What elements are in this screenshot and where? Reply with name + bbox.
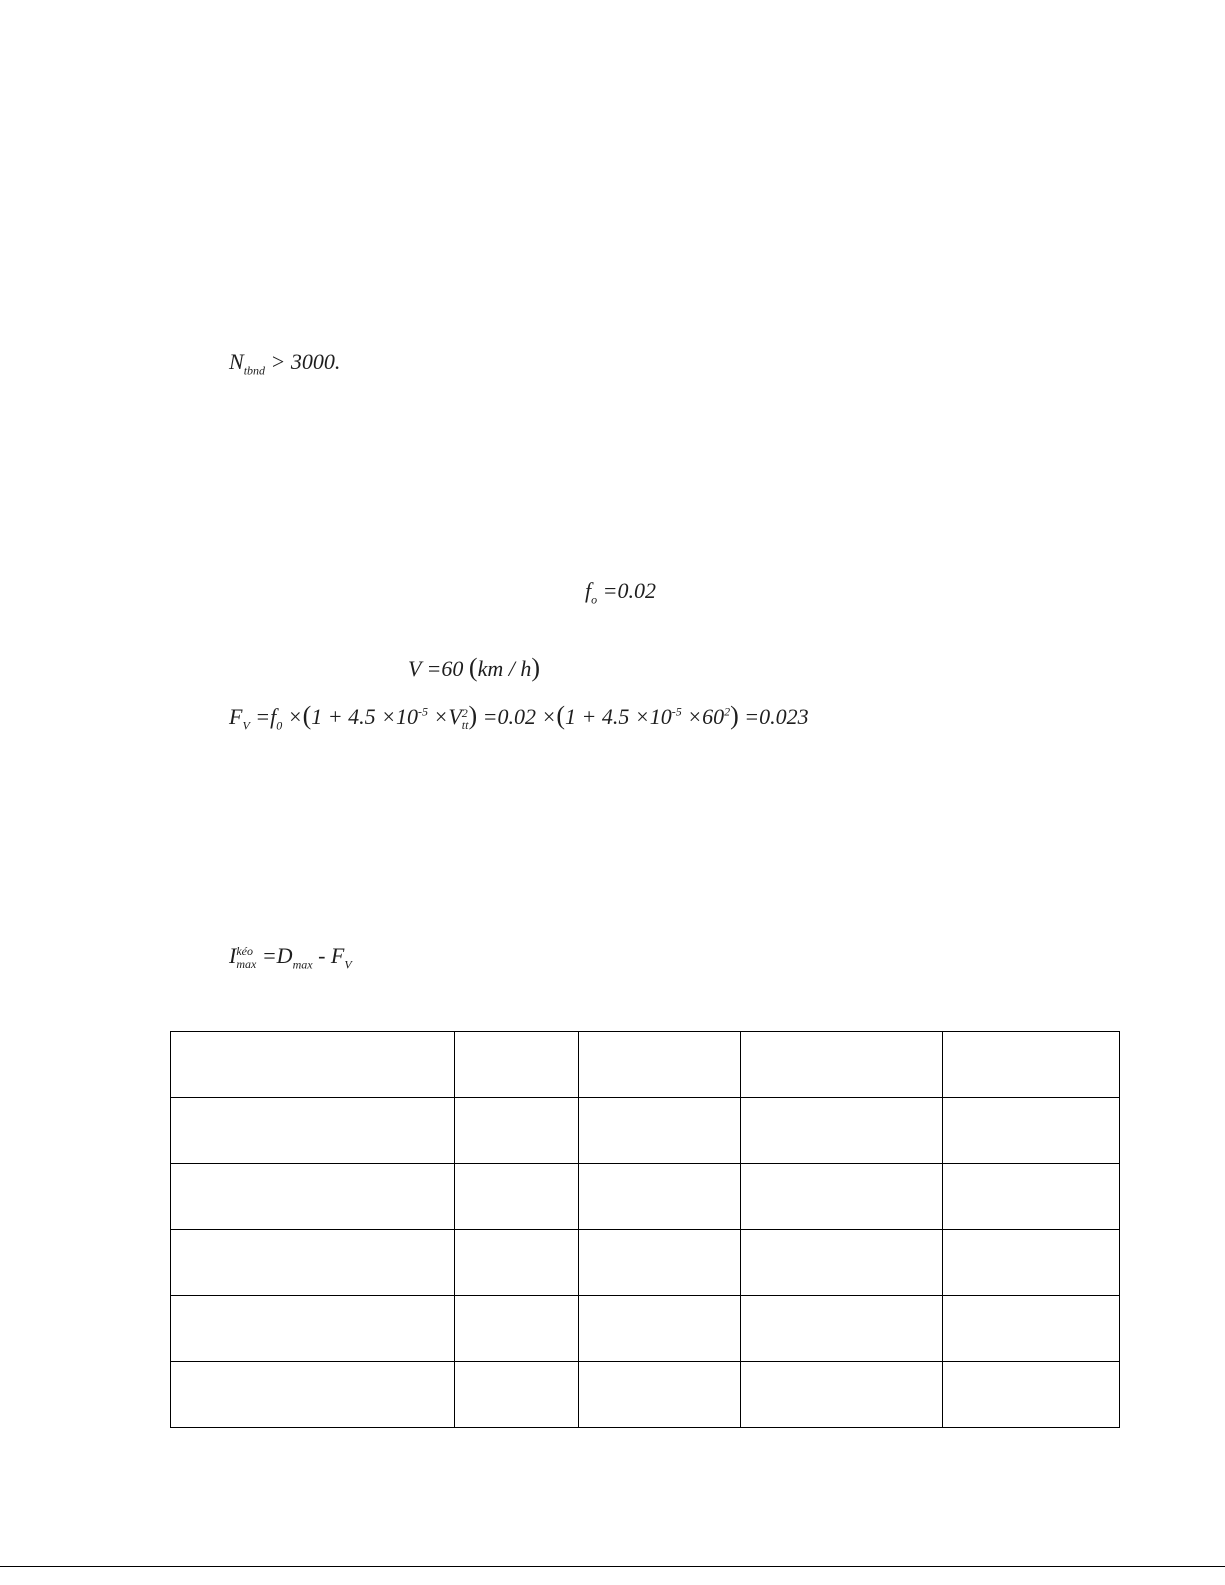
table-cell [171, 1164, 455, 1230]
fv-part7: ×60 [687, 704, 725, 729]
table-cell [579, 1032, 741, 1098]
table-cell [741, 1032, 943, 1098]
i-symbol: I [229, 943, 237, 969]
table-cell [171, 1362, 455, 1428]
fv-exp2: -5 [671, 704, 682, 719]
table-cell [943, 1296, 1120, 1362]
traffic-symbol: N [229, 349, 244, 374]
f-subscript: V [344, 957, 352, 972]
traffic-condition-equation [229, 351, 340, 376]
fv-sq: 2 [724, 704, 731, 719]
table-cell [579, 1296, 741, 1362]
speed-unit: km / h [477, 656, 532, 681]
table-cell [943, 1230, 1120, 1296]
table-row [171, 1164, 1120, 1230]
table-cell [741, 1098, 943, 1164]
open-paren: ( [468, 653, 478, 682]
table-row [171, 1296, 1120, 1362]
d-subscript: max [292, 957, 313, 972]
table-cell [579, 1230, 741, 1296]
speed-lhs: V =60 [408, 656, 464, 681]
i-eq-d: =D [261, 943, 293, 969]
fv-v-sup: 2 [461, 705, 468, 720]
i-superscript: kéo [236, 944, 253, 958]
traffic-subscript: tbnd [243, 363, 266, 378]
table-row [171, 1098, 1120, 1164]
table-cell [171, 1230, 455, 1296]
table-cell [171, 1098, 455, 1164]
table-cell [741, 1362, 943, 1428]
table-cell [741, 1230, 943, 1296]
fv-exp1: -5 [418, 704, 428, 719]
table-cell [455, 1362, 579, 1428]
fv-v-sub: tt [461, 717, 469, 732]
close-paren: ) [468, 701, 478, 730]
table-cell [171, 1296, 455, 1362]
page-bottom-rule [0, 1566, 1225, 1567]
minus-sign: - [318, 943, 326, 969]
close-paren: ) [531, 653, 540, 682]
fv-result: =0.023 [744, 704, 809, 729]
table-cell [455, 1296, 579, 1362]
fv-times: × [287, 704, 303, 729]
open-paren: ( [302, 701, 312, 730]
fv-part4: ×V [433, 704, 462, 729]
table-cell [579, 1164, 741, 1230]
table-body [171, 1032, 1120, 1428]
fv-part5: =0.02 × [482, 704, 557, 729]
fv-subscript: V [242, 718, 250, 733]
max-grade-equation [229, 945, 352, 971]
fv-symbol: F [229, 704, 243, 729]
table-row [171, 1230, 1120, 1296]
traffic-value: > 3000. [270, 349, 341, 374]
open-paren: ( [556, 701, 566, 730]
table-cell [943, 1032, 1120, 1098]
table-cell [455, 1230, 579, 1296]
table-cell [579, 1362, 741, 1428]
table-row [171, 1362, 1120, 1428]
table-cell [171, 1032, 455, 1098]
i-subscript: max [236, 957, 257, 972]
table-cell [943, 1098, 1120, 1164]
table-cell [943, 1362, 1120, 1428]
table-cell [455, 1032, 579, 1098]
fv-part6: 1 + 4.5 ×10 [565, 704, 672, 729]
table-cell [455, 1164, 579, 1230]
speed-equation [408, 655, 540, 681]
f0-value: =0.02 [602, 578, 656, 603]
table-cell [943, 1164, 1120, 1230]
f0-subscript: o [591, 592, 598, 607]
f0-symbol: f [585, 578, 592, 603]
f-symbol: F [330, 943, 345, 969]
table-row [171, 1032, 1120, 1098]
fv-part1-sub: 0 [276, 718, 283, 733]
fv-part3: 1 + 4.5 ×10 [311, 704, 418, 729]
table-cell [579, 1098, 741, 1164]
rolling-coefficient-equation [585, 580, 656, 605]
table-cell [455, 1098, 579, 1164]
table-cell [741, 1296, 943, 1362]
table-cell [741, 1164, 943, 1230]
close-paren: ) [730, 701, 739, 730]
fv-part1: =f [255, 704, 277, 729]
fv-equation [229, 703, 809, 731]
data-table [170, 1031, 1120, 1428]
